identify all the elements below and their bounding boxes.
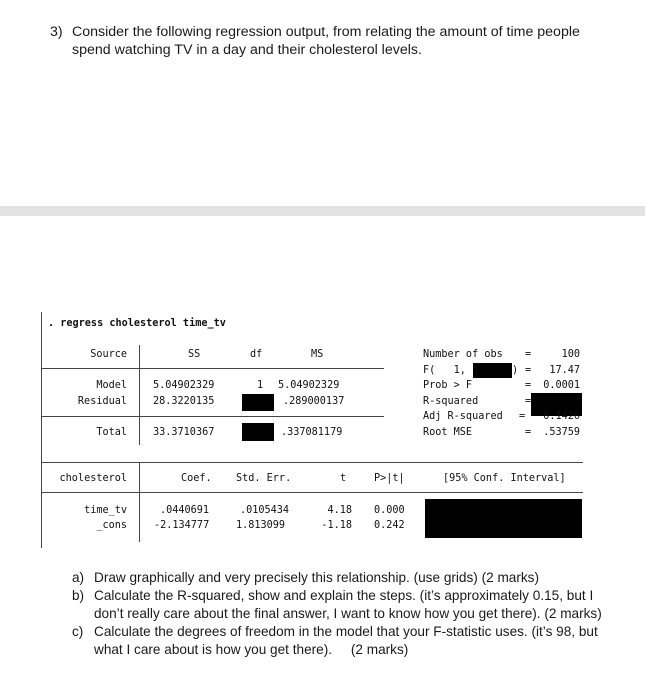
f-value: 17.47 xyxy=(549,365,580,376)
adjr2-label: Adj R-squared xyxy=(423,411,503,422)
anova-hline-2 xyxy=(41,416,384,417)
task-a-text: Draw graphically and very precisely this relationship. (use grids) (2 marks) xyxy=(94,570,539,585)
prob-eq: = xyxy=(525,380,532,391)
hdr-ss: SS xyxy=(188,349,201,360)
anova-hline-1 xyxy=(41,368,384,369)
row-cons-coef: -2.134777 xyxy=(154,520,210,531)
row-time-tv-p: 0.000 xyxy=(374,505,405,516)
section-divider xyxy=(0,206,645,216)
task-b-label: b) xyxy=(72,588,85,603)
question-number: 3) xyxy=(50,24,63,40)
f-eq: = xyxy=(525,365,532,376)
adjr2-eq: = xyxy=(519,411,526,422)
residual-df-redacted xyxy=(242,394,274,411)
prob-value: 0.0001 xyxy=(543,380,580,391)
nobs-eq: = xyxy=(525,349,532,360)
dep-var: cholesterol xyxy=(59,473,127,484)
anova-vline xyxy=(139,345,140,445)
hdr-source: Source xyxy=(90,349,127,360)
row-time-tv-name: time_tv xyxy=(84,505,127,516)
adjr2-value: 0.1426 xyxy=(543,411,580,422)
command-line: . regress cholesterol time_tv xyxy=(48,318,226,329)
row-cons-se: 1.813099 xyxy=(236,520,286,531)
task-a xyxy=(72,569,602,587)
row-time-tv-se: .0105434 xyxy=(240,505,290,516)
rmse-label: Root MSE xyxy=(423,427,473,438)
total-ms: .337081179 xyxy=(281,427,343,438)
total-ss: 33.3710367 xyxy=(153,427,215,438)
row-cons-t: -1.18 xyxy=(321,520,352,531)
f-label: F( 1, xyxy=(423,365,466,376)
task-c-label: c) xyxy=(72,624,84,639)
model-source: Model xyxy=(96,380,127,391)
task-list xyxy=(72,569,602,659)
row-cons-p: 0.242 xyxy=(374,520,405,531)
hdr-t: t xyxy=(340,473,347,484)
rmse-value: .53759 xyxy=(543,427,580,438)
nobs-label: Number of obs xyxy=(423,349,503,360)
f-close: ) xyxy=(512,365,519,376)
nobs-value: 100 xyxy=(561,349,580,360)
hdr-p: P>|t| xyxy=(374,473,405,484)
coef-vline xyxy=(139,462,140,542)
hdr-se: Std. Err. xyxy=(236,473,292,484)
r2-label: R-squared xyxy=(423,396,479,407)
residual-ms: .289000137 xyxy=(283,396,345,407)
hdr-df: df xyxy=(250,349,263,360)
rmse-eq: = xyxy=(525,427,532,438)
task-a-label: a) xyxy=(72,570,85,585)
residual-source: Residual xyxy=(77,396,127,407)
coef-hline-top xyxy=(41,462,583,463)
model-ss: 5.04902329 xyxy=(153,380,215,391)
model-df: 1 xyxy=(257,380,264,391)
total-source: Total xyxy=(96,427,127,438)
hdr-ci: [95% Conf. Interval] xyxy=(443,473,566,484)
hdr-coef: Coef. xyxy=(181,473,212,484)
residual-ss: 28.3220135 xyxy=(153,396,215,407)
row-time-tv-t: 4.18 xyxy=(327,505,352,516)
output-left-border xyxy=(41,312,42,548)
f-df-redacted xyxy=(473,363,512,378)
question-text: Consider the following regression output, from relating the amount of time people spend watching TV in a day and their cholesterol levels. xyxy=(72,24,580,58)
hdr-ms: MS xyxy=(311,349,324,360)
row-cons-name: _cons xyxy=(96,520,127,531)
task-b xyxy=(72,587,602,623)
conf-interval-redacted xyxy=(425,499,582,538)
coef-hline-mid xyxy=(41,492,583,493)
task-c-text: Calculate the degrees of freedom in the model that your F-statistic uses. (it’s 98, but what I care about is how you get there). (2 marks) xyxy=(94,624,602,657)
prob-label: Prob > F xyxy=(423,380,473,391)
task-c xyxy=(72,623,602,659)
total-df-redacted xyxy=(242,423,274,441)
r2-eq: = xyxy=(525,396,532,407)
row-time-tv-coef: .0440691 xyxy=(160,505,210,516)
model-ms: 5.04902329 xyxy=(278,380,340,391)
task-b-text: Calculate the R-squared, show and explain the steps. (it’s approximately 0.15, but I don’t really care about the final answer, I want to know how you get there). (2 marks) xyxy=(94,588,602,621)
